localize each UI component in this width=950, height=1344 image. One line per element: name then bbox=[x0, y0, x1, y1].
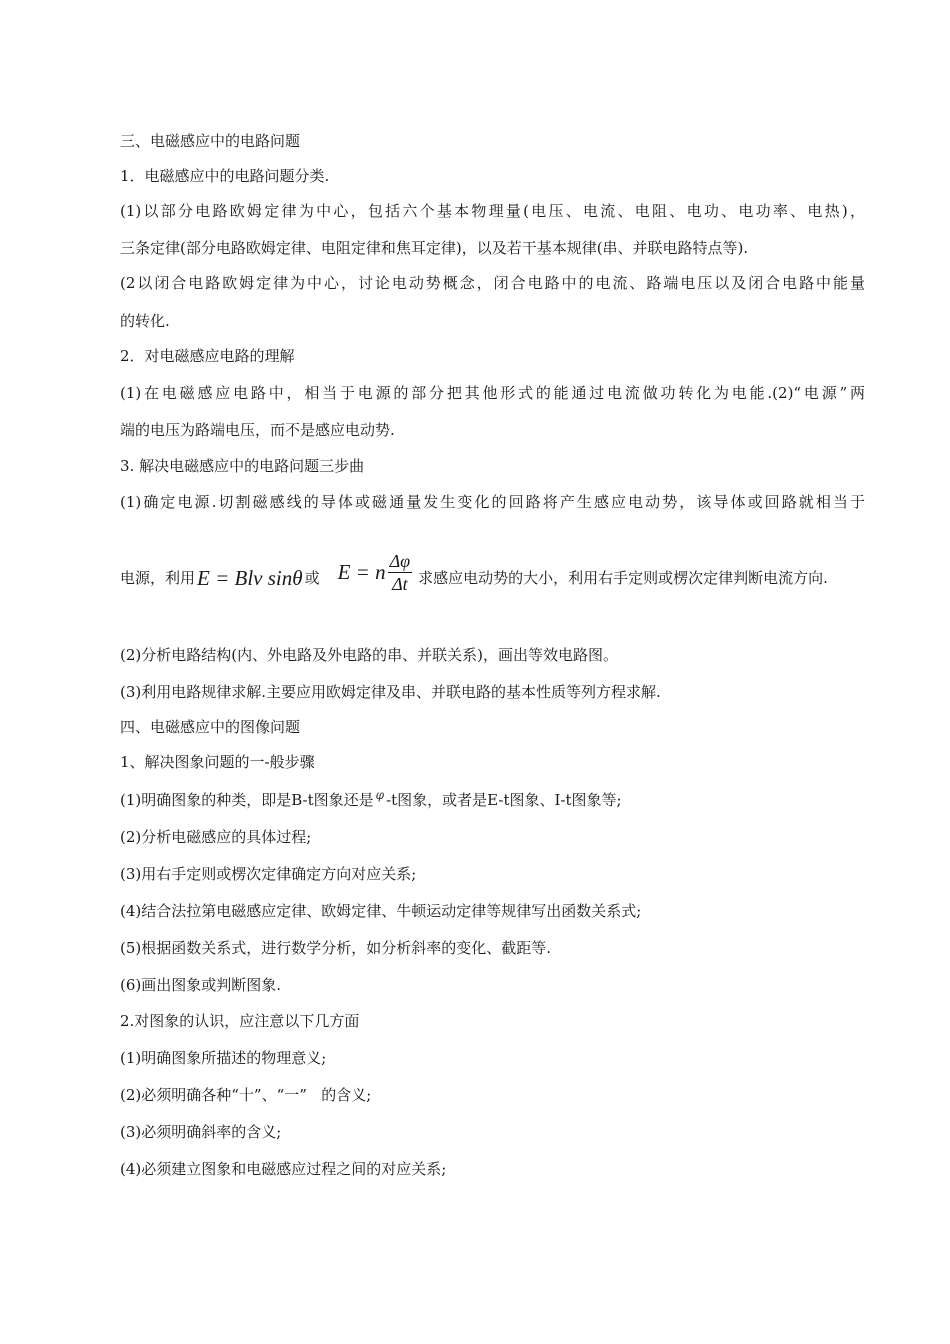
subheading-classification: 1．电磁感应中的电路问题分类. bbox=[120, 167, 330, 185]
formula-suffix: 求感应电动势的大小，利用右手定则或楞次定律判断电流方向. bbox=[418, 569, 828, 587]
list-item: (4)必须建立图象和电磁感应过程之间的对应关系; bbox=[120, 1160, 447, 1178]
paragraph-line: 的转化. bbox=[120, 312, 170, 330]
fraction-numerator: Δφ bbox=[389, 550, 411, 571]
list-item: (6)画出图象或判断图象. bbox=[120, 976, 282, 994]
fraction-bar bbox=[388, 572, 413, 573]
subheading-general-steps: 1、解决图象问题的一-般步骤 bbox=[120, 753, 315, 771]
list-item: (3)用右手定则或楞次定律确定方向对应关系; bbox=[120, 865, 417, 883]
fraction-denominator: Δt bbox=[392, 573, 408, 594]
formula-emf-faraday bbox=[338, 551, 415, 594]
list-item: (1)明确图象所描述的物理意义; bbox=[120, 1049, 327, 1067]
formula-connector: 或 bbox=[304, 569, 320, 587]
phi-line-prefix: (1)明确图象的种类，即是B-t图象还是 bbox=[120, 791, 374, 809]
paragraph-line: 三条定律(部分电路欧姆定律、电阻定律和焦耳定律)，以及若干基本规律(串、并联电路特点等). bbox=[120, 239, 749, 257]
paragraph-line-phi bbox=[120, 790, 865, 811]
subheading-understanding: 2．对电磁感应电路的理解 bbox=[120, 347, 295, 365]
formula-faraday-lhs: E = n bbox=[337, 560, 386, 584]
list-item: (2)分析电磁感应的具体过程; bbox=[120, 828, 312, 846]
list-item: (5)根据函数关系式，进行数学分析，如分析斜率的变化、截距等. bbox=[120, 939, 552, 957]
list-item: (2)必须明确各种“十”、“一” 的含义; bbox=[120, 1086, 372, 1104]
paragraph-line: (2)分析电路结构(内、外电路及外电路的串、并联关系)，画出等效电路图。 bbox=[120, 646, 618, 664]
phi-symbol: φ bbox=[375, 788, 385, 802]
formula-line bbox=[120, 552, 865, 604]
formula-prefix: 电源，利用 bbox=[120, 569, 196, 587]
section-heading-graph: 四、电磁感应中的图像问题 bbox=[120, 718, 301, 736]
list-item: (4)结合法拉第电磁感应定律、欧姆定律、牛顿运动定律等规律写出函数关系式; bbox=[120, 902, 642, 920]
paragraph-line: 端的电压为路端电压，而不是感应电动势. bbox=[120, 421, 395, 439]
formula-emf-motional: E = Blv sinθ bbox=[197, 566, 303, 590]
subheading-graph-recognition: 2.对图象的认识，应注意以下几方面 bbox=[120, 1012, 360, 1030]
formula-fraction bbox=[388, 551, 413, 594]
paragraph-line: (1)确定电源.切割磁感线的导体或磁通量发生变化的回路将产生感应电动势，该导体或回路就相当于 bbox=[120, 493, 865, 511]
paragraph-line: (2以闭合电路欧姆定律为中心，讨论电动势概念，闭合电路中的电流、路端电压以及闭合电路中能量 bbox=[120, 274, 865, 292]
paragraph-line: (1)以部分电路欧姆定律为中心，包括六个基本物理量(电压、电流、电阻、电功、电功率、电热)， bbox=[120, 202, 865, 220]
paragraph-line: (3)利用电路规律求解.主要应用欧姆定律及串、并联电路的基本性质等列方程求解. bbox=[120, 683, 661, 701]
paragraph-line: (1)在电磁感应电路中，相当于电源的部分把其他形式的能通过电流做功转化为电能.(2)“电源”两 bbox=[120, 384, 865, 402]
subheading-three-steps: 3. 解决电磁感应中的电路问题三步曲 bbox=[120, 457, 365, 475]
list-item: (3)必须明确斜率的含义; bbox=[120, 1123, 282, 1141]
section-heading-circuit: 三、电磁感应中的电路问题 bbox=[120, 132, 301, 150]
phi-line-suffix: -t图象，或者是E-t图象、I-t图象等; bbox=[386, 791, 622, 809]
